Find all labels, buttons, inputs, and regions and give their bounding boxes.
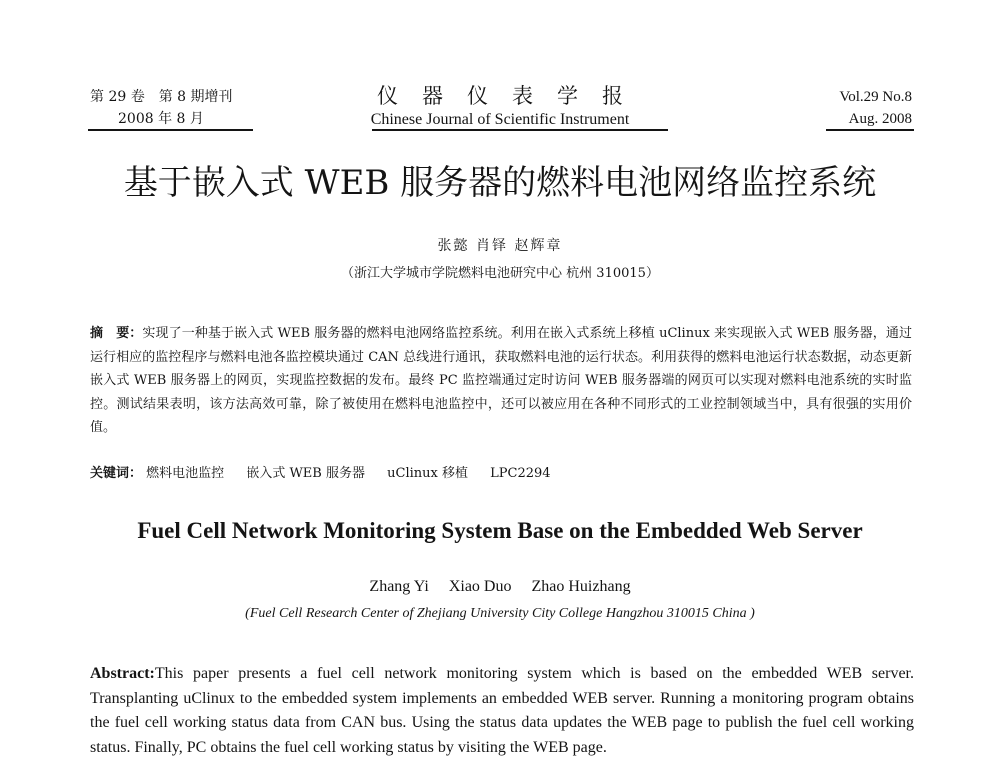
keywords-cn-label: 关键词： — [90, 466, 143, 481]
date-cn: 2008 年 8 月 — [118, 111, 204, 127]
abstract-en — [90, 662, 914, 760]
abstract-cn — [90, 322, 912, 440]
header-rule-right — [826, 129, 914, 131]
author-en: Zhang Yi — [369, 578, 429, 595]
abstract-en-label: Abstract: — [90, 665, 155, 682]
author-en: Zhao Huizhang — [531, 578, 631, 595]
abstract-cn-label: 摘 要： — [90, 326, 143, 341]
abstract-cn-text: 实现了一种基于嵌入式 WEB 服务器的燃料电池网络监控系统。利用在嵌入式系统上移植 uClinux 来实现嵌入式 WEB 服务器，通过运行相应的监控程序与燃料电池各监控模块通过 CAN 总线进行通讯，获取燃料电池的运行状态。利用获得的燃料电池运行状态数据，动态更新嵌入式 WEB 服务器上的网页，实现监控数据的发布。最终 PC 监控端通过定时访问 WEB 服务器端的网页可以实现对燃料电池系统的实时监控。测试结果表明，该方法高效可靠，除了被使用在燃料电池监控中，还可以被应用在各种不同形式的工业控制领域当中，具有很强的实用价值。 — [90, 326, 912, 436]
journal-name-cn: 仪器仪表学报 — [377, 84, 647, 108]
keyword-item: 燃料电池监控 — [146, 466, 225, 481]
affiliation-en: (Fuel Cell Research Center of Zhejiang University City College Hangzhou 310015 China ) — [245, 606, 755, 621]
author-en: Xiao Duo — [448, 578, 512, 595]
authors-en — [0, 576, 1000, 598]
header-right — [839, 86, 912, 130]
date-en: Aug. 2008 — [848, 111, 912, 127]
keyword-item: LPC2294 — [490, 466, 551, 481]
keyword-item: uClinux 移植 — [387, 466, 468, 481]
header-rule-left — [88, 129, 253, 131]
abstract-en-text: This paper presents a fuel cell network monitoring system which is based on the embedded WEB server. Transplanting uClinux to the embedded system implements an embedded WEB server. Running a monitoring program obtains the fuel cell working status data from CAN bus. Using the status data updates the WEB page to publish the fuel cell working status. Finally, PC obtains the fuel cell working status by visiting the WEB page. — [90, 665, 914, 756]
paper-title-en: Fuel Cell Network Monitoring System Base on the Embedded Web Server — [137, 518, 863, 543]
affiliation-cn: （浙江大学城市学院燃料电池研究中心 杭州 310015） — [341, 266, 659, 281]
keywords-cn — [90, 464, 912, 484]
keyword-item: 嵌入式 WEB 服务器 — [246, 466, 365, 481]
authors-cn: 张懿 肖铎 赵辉章 — [437, 238, 563, 254]
paper-title-cn: 基于嵌入式 WEB 服务器的燃料电池网络监控系统 — [123, 163, 877, 203]
header-rule-center — [372, 129, 668, 131]
volume-issue: 第 29 卷 第 8 期增刊 — [90, 89, 233, 105]
volume-en: Vol.29 No.8 — [839, 89, 912, 105]
journal-name-en: Chinese Journal of Scientific Instrument — [370, 111, 630, 128]
